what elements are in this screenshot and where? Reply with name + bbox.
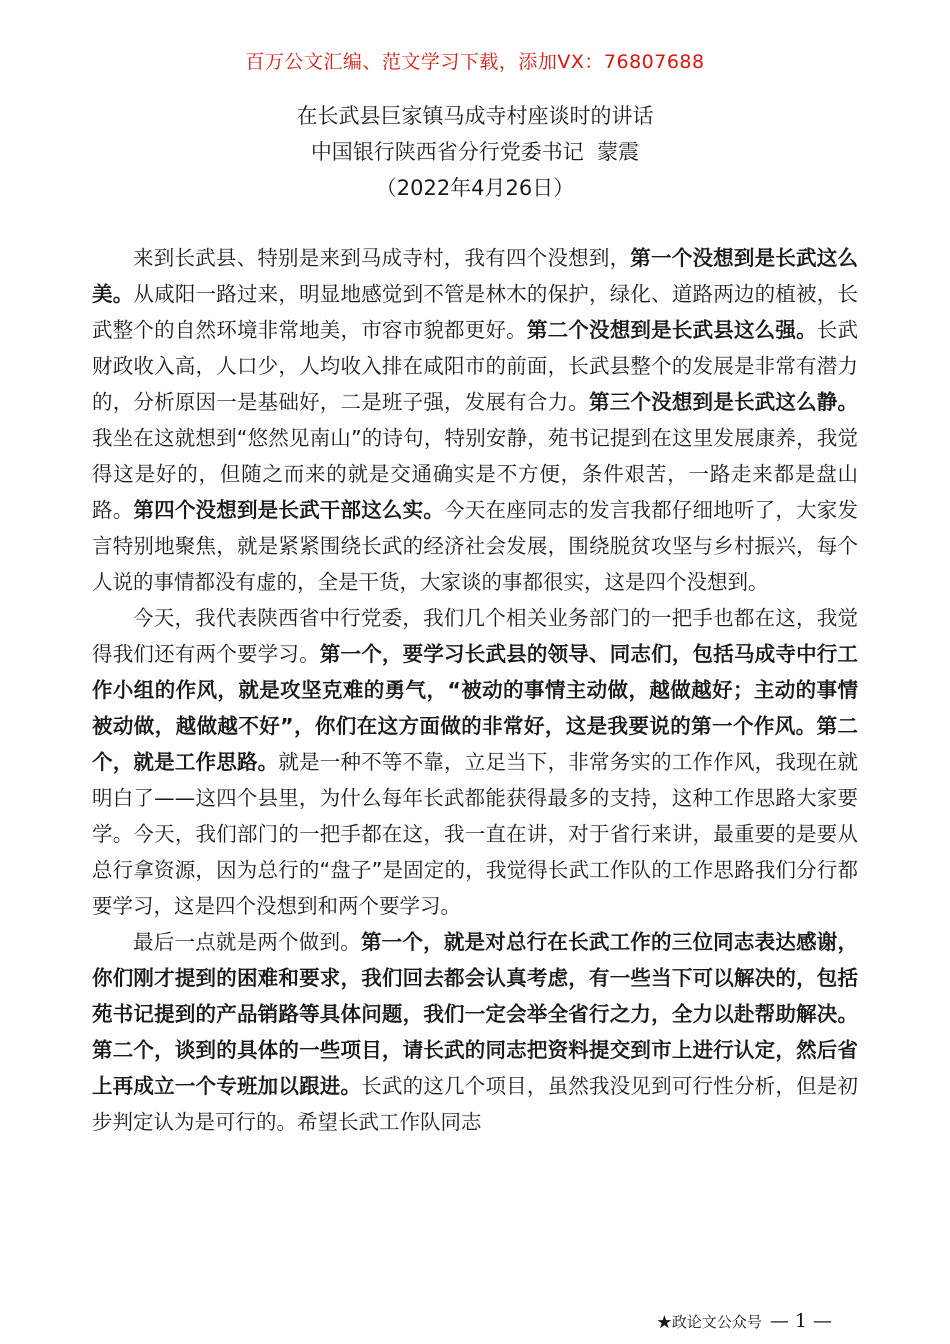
body-text (92, 240, 858, 1140)
segment: 长武的这几个项目，虽然我没见到可行性分析，但是初步判定认为是可行的。希望长武工作队同志 (92, 1074, 859, 1134)
speaker-line: 中国银行陕西省分行党委书记 蒙震 (310, 140, 640, 164)
segment: 来到长武县、特别是来到马成寺村，我有四个没想到， (133, 246, 631, 270)
segment: 长武财政收入高，人口少，人均收入排在咸阳市的前面，长武县整个的发展是非常有潜力的，分析原因一是基础好，二是班子强，发展有合力。 (92, 318, 859, 414)
segment-bold: 第二个没想到是长武县这么强。 (526, 318, 817, 342)
segment: 我坐在这就想到“悠然见南山”的诗句，特别安静，苑书记提到在这里发展康养，我觉得这是好的，但随之而来的就是交通确实是不方便，条件艰苦，一路走来都是盘山路。 (92, 426, 858, 522)
speech-date: （2022年4月26日） (375, 176, 575, 200)
segment: 今天在座同志的发言我都仔细地听了，大家发言特别地聚焦，就是紧紧围绕长武的经济社会发展，围绕脱贫攻坚与乡村振兴，每个人说的事情都没有虚的，全是干货，大家谈的事都很实，这是四个没想到。 (92, 498, 859, 594)
segment: 今天，我代表陕西省中行党委，我们几个相关业务部门的一把手也都在这，我觉得我们还有两个要学习。 (92, 606, 858, 666)
segment-bold: 第一个，就是对总行在长武工作的三位同志表达感谢，你们刚才提到的困难和要求，我们回去都会认真考虑，有一些当下可以解决的，包括苑书记提到的产品销路等具体问题，我们一定会举全省行之力，全力以赴帮助解决。第二个，谈到的具体的一些项目，请长武的同志把资料提交到市上进行认定，然后省上再成立一个专班加以跟进。 (92, 930, 859, 1098)
segment-bold: 第一个没想到是长武这么美。 (92, 246, 859, 306)
watermark-text: 百万公文汇编、范文学习下载，添加VX：76807688 (245, 51, 705, 73)
segment: 最后一点就是两个做到。 (133, 930, 361, 954)
segment-bold: 第四个没想到是长武干部这么实。 (133, 498, 445, 522)
paragraph-1 (92, 240, 858, 600)
page-footer (657, 1310, 832, 1332)
title-block (0, 98, 950, 206)
paragraph-2 (92, 600, 858, 924)
segment-bold: 第一个，要学习长武县的领导、同志们，包括马成寺中行工作小组的作风，就是攻坚克难的勇气，“被动的事情主动做，越做越好；主动的事情被动做，越做越不好”，你们在这方面做的非常好，这是我要说的第一个作风。第二个，就是工作思路。 (92, 642, 859, 774)
speech-title: 在长武县巨家镇马成寺村座谈时的讲话 (296, 104, 654, 128)
footer-source: ★政论文公众号 (656, 1313, 762, 1331)
segment-bold: 第三个没想到是长武这么静。 (589, 390, 858, 414)
page-number: — 1 — (769, 1310, 832, 1332)
paragraph-3 (92, 924, 858, 1140)
segment: 从咸阳一路过来，明显地感觉到不管是林木的保护，绿化、道路两边的植被，长武整个的自然环境非常地美，市容市貌都更好。 (92, 282, 859, 342)
segment: 就是一种不等不靠，立足当下，非常务实的工作作风，我现在就明白了——这四个县里，为什么每年长武都能获得最多的支持，这种工作思路大家要学。今天，我们部门的一把手都在这，我一直在讲，对于省行来讲，最重要的是要从总行拿资源，因为总行的“盘子”是固定的，我觉得长武工作队的工作思路我们分行都要学习，这是四个没想到和两个要学习。 (92, 750, 858, 918)
